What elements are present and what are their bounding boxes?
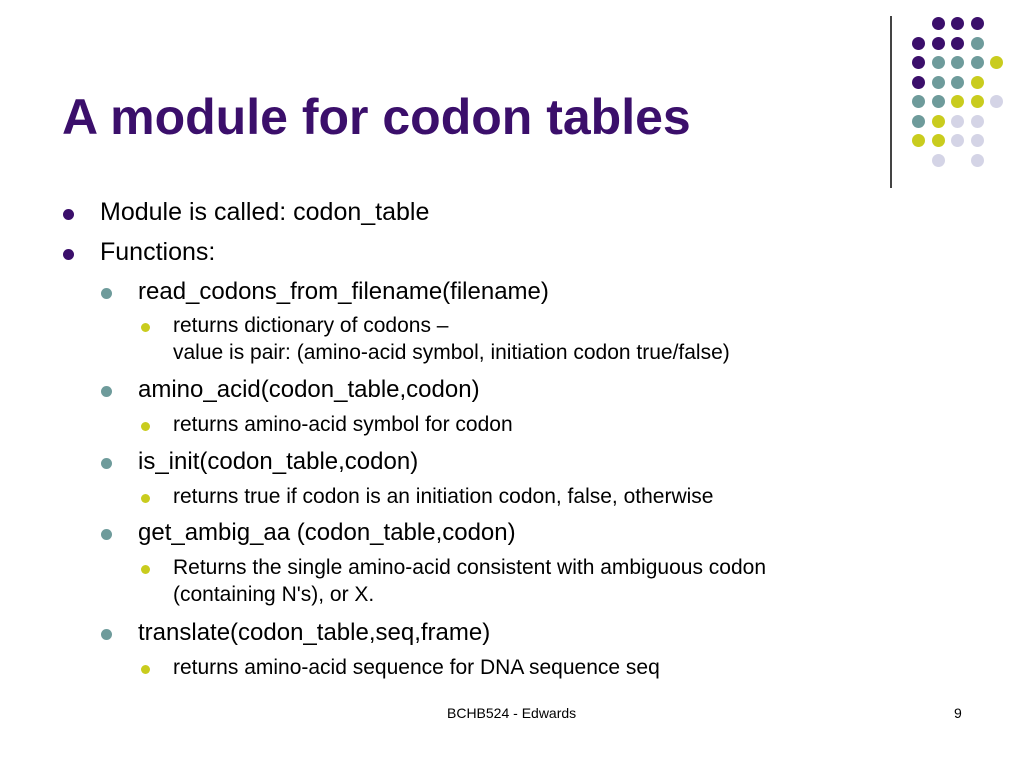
decorative-dot	[951, 95, 964, 108]
decorative-dot	[912, 37, 925, 50]
function-amino-acid: amino_acid(codon_table,codon)	[138, 376, 480, 403]
decorative-dot	[932, 134, 945, 147]
decorative-dot	[990, 56, 1003, 69]
bullet-dot	[141, 422, 150, 431]
function-detail: returns amino-acid sequence for DNA sequence seq	[173, 656, 660, 679]
bullet-functions: Functions:	[100, 238, 216, 266]
bullet-dot	[101, 458, 112, 469]
decorative-dot	[951, 17, 964, 30]
footer-course: BCHB524 - Edwards	[447, 705, 577, 721]
decorative-dot	[912, 134, 925, 147]
bullet-dot	[101, 288, 112, 299]
decorative-dot	[971, 115, 984, 128]
bullet-dot	[101, 386, 112, 397]
decorative-dot	[932, 115, 945, 128]
decorative-dot	[971, 17, 984, 30]
function-detail: Returns the single amino-acid consistent with ambiguous codon	[173, 556, 766, 579]
function-read-codons: read_codons_from_filename(filename)	[138, 278, 549, 305]
decorative-dot	[951, 37, 964, 50]
function-is-init: is_init(codon_table,codon)	[138, 448, 419, 475]
bullet-dot	[101, 629, 112, 640]
decorative-dot	[912, 95, 925, 108]
bullet-dot	[101, 529, 112, 540]
decorative-dot	[951, 56, 964, 69]
function-detail: returns amino-acid symbol for codon	[173, 413, 513, 436]
function-detail: (containing N's), or X.	[173, 583, 375, 606]
decorative-dot	[932, 56, 945, 69]
function-detail: returns dictionary of codons –	[173, 314, 449, 337]
bullet-module-name: Module is called: codon_table	[100, 198, 430, 226]
decorative-dot	[951, 115, 964, 128]
bullet-dot	[63, 209, 74, 220]
decorative-divider	[890, 16, 892, 188]
decorative-dot	[912, 76, 925, 89]
decorative-dot	[990, 95, 1003, 108]
function-detail: value is pair: (amino-acid symbol, initiation codon true/false)	[173, 341, 730, 364]
bullet-dot	[141, 665, 150, 674]
decorative-dot	[971, 37, 984, 50]
decorative-dot	[951, 134, 964, 147]
slide-number: 9	[954, 705, 962, 721]
decorative-dot	[971, 56, 984, 69]
decorative-dot	[932, 17, 945, 30]
decorative-dot	[971, 76, 984, 89]
function-detail: returns true if codon is an initiation codon, false, otherwise	[173, 485, 714, 508]
decorative-dot	[932, 95, 945, 108]
bullet-dot	[63, 249, 74, 260]
decorative-dot	[932, 37, 945, 50]
bullet-dot	[141, 494, 150, 503]
bullet-dot	[141, 565, 150, 574]
decorative-dot	[932, 76, 945, 89]
decorative-dot	[971, 95, 984, 108]
function-translate: translate(codon_table,seq,frame)	[138, 619, 491, 646]
decorative-dot	[971, 154, 984, 167]
function-get-ambig-aa: get_ambig_aa (codon_table,codon)	[138, 519, 516, 546]
decorative-dot	[912, 115, 925, 128]
decorative-dot	[932, 154, 945, 167]
bullet-dot	[141, 323, 150, 332]
slide-title: A module for codon tables	[62, 89, 691, 145]
decorative-dot	[971, 134, 984, 147]
decorative-dot	[912, 56, 925, 69]
decorative-dot	[951, 76, 964, 89]
